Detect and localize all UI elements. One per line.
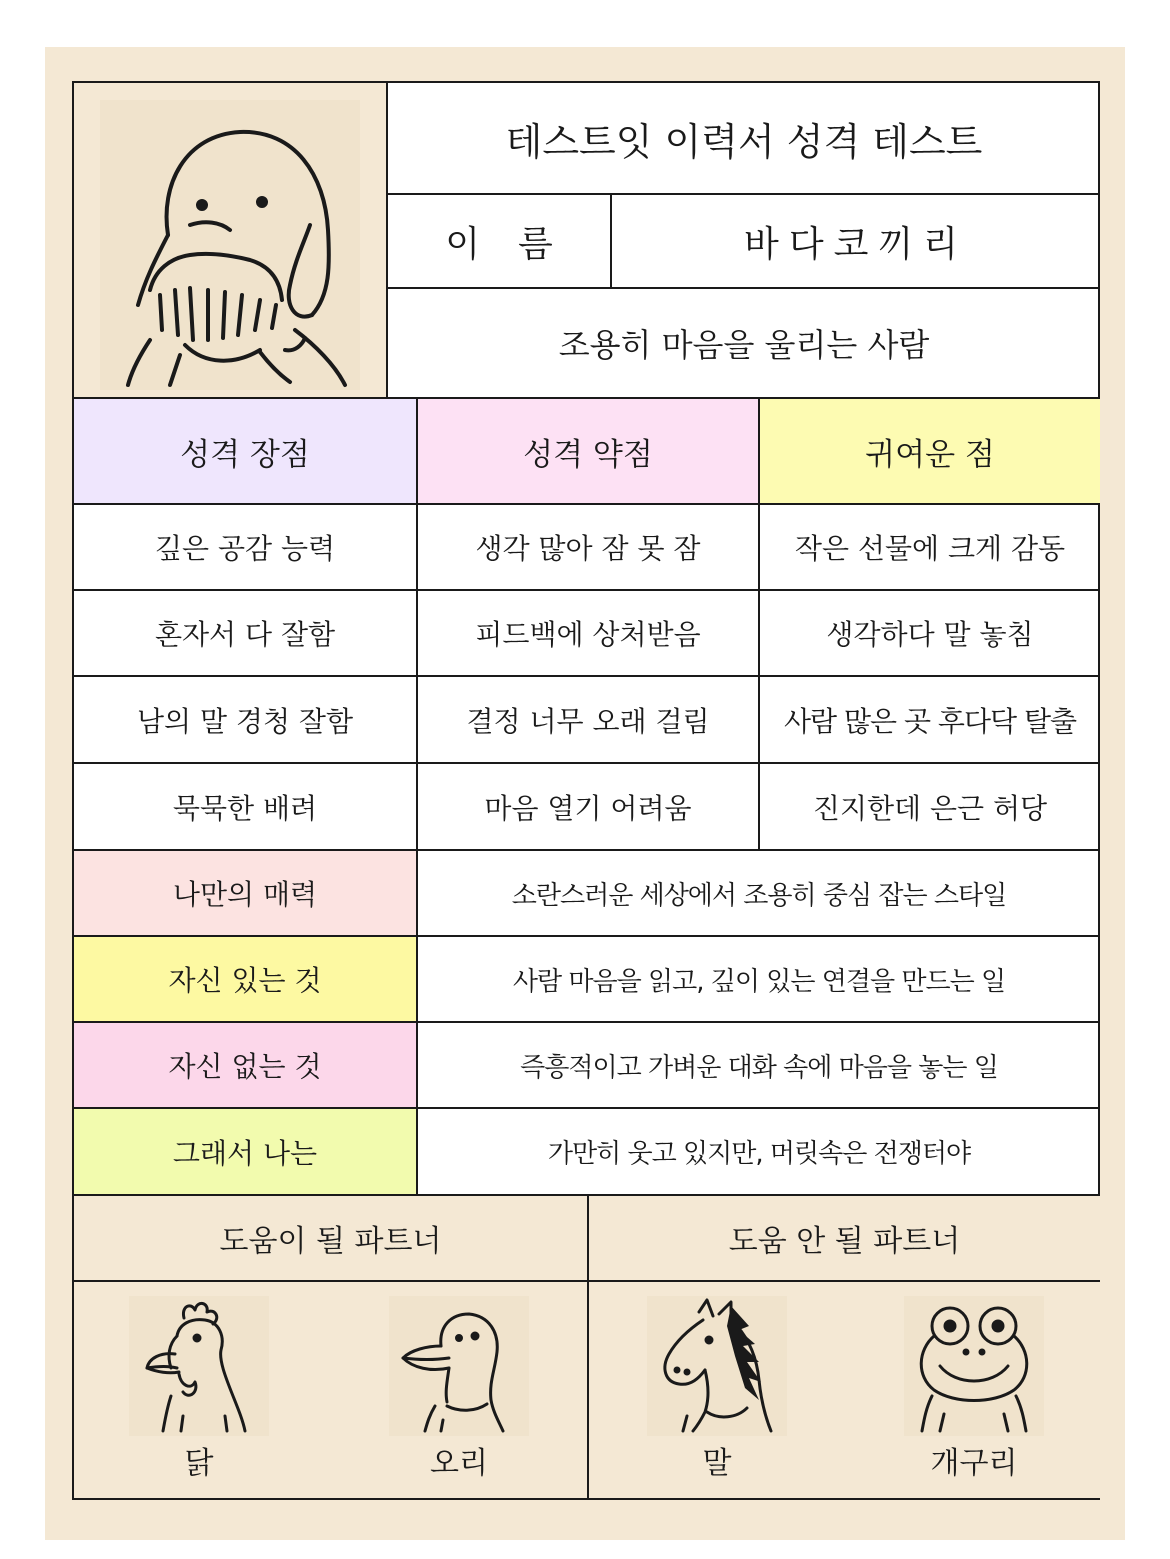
trait-cell: 혼자서 다 잘함 [74,589,416,675]
header-cute-points: 귀여운 점 [758,397,1100,503]
partner-name: 오리 [430,1446,488,1481]
trait-cell: 결정 너무 오래 걸림 [416,675,758,762]
trait-cell: 사람 많은 곳 후다닥 탈출 [758,675,1100,762]
bad-partner-title: 도움 안 될 파트너 [587,1194,1100,1280]
trait-cell: 생각 많아 잠 못 잠 [416,503,758,589]
trait-cell: 마음 열기 어려움 [416,762,758,849]
result-table [72,81,1100,1500]
good-partners [74,1280,587,1498]
frog-icon [904,1296,1044,1436]
chicken-icon [129,1296,269,1436]
trait-cell: 깊은 공감 능력 [74,503,416,589]
duck-icon [389,1296,529,1436]
horse-icon [647,1296,787,1436]
partner-name: 닭 [184,1446,214,1481]
detail-value-charm: 소란스러운 세상에서 조용히 중심 잡는 스타일 [416,849,1100,935]
good-partner-title: 도움이 될 파트너 [74,1194,587,1280]
trait-cell: 피드백에 상처받음 [416,589,758,675]
partner-chicken [129,1296,269,1482]
walrus-portrait [74,83,386,397]
detail-value-unconfident: 즉흥적이고 가벼운 대화 속에 마음을 놓는 일 [416,1021,1100,1107]
trait-cell: 남의 말 경청 잘함 [74,675,416,762]
trait-cell: 작은 선물에 크게 감동 [758,503,1100,589]
trait-cell: 생각하다 말 놓침 [758,589,1100,675]
partner-name: 개구리 [930,1446,1018,1481]
detail-value-conclusion: 가만히 웃고 있지만, 머릿속은 전쟁터야 [416,1107,1100,1194]
detail-value-confident: 사람 마음을 읽고, 깊이 있는 연결을 만드는 일 [416,935,1100,1021]
partner-duck [389,1296,529,1482]
partner-frog [904,1296,1044,1482]
name-label: 이름 [386,193,610,287]
partner-name: 말 [702,1446,732,1481]
header-weaknesses: 성격 약점 [416,397,758,503]
name-value: 바다코끼리 [610,193,1100,287]
result-card [45,47,1125,1540]
bad-partners [587,1280,1100,1498]
detail-label-conclusion: 그래서 나는 [74,1107,416,1194]
page-title: 테스트잇 이력서 성격 테스트 [386,83,1100,193]
partner-horse [647,1296,787,1482]
detail-label-charm: 나만의 매력 [74,849,416,935]
subtitle: 조용히 마음을 울리는 사람 [386,287,1100,397]
header-strengths: 성격 장점 [74,397,416,503]
detail-label-confident: 자신 있는 것 [74,935,416,1021]
trait-cell: 진지한데 은근 허당 [758,762,1100,849]
walrus-icon [90,90,370,390]
trait-cell: 묵묵한 배려 [74,762,416,849]
detail-label-unconfident: 자신 없는 것 [74,1021,416,1107]
